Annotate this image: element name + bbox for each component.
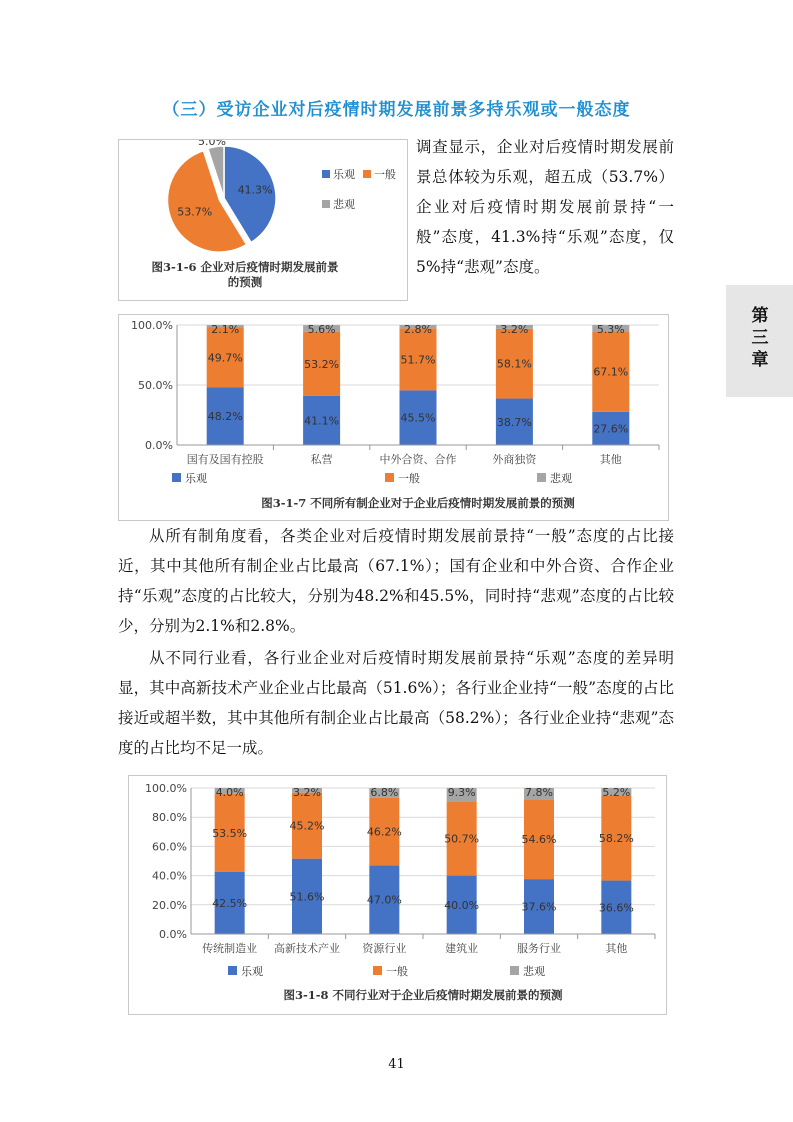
bar-data-label: 58.1% <box>496 357 532 371</box>
bar-data-label: 36.6% <box>598 901 634 915</box>
bar-data-label: 5.2% <box>602 786 631 799</box>
chapter-tab-label: 第三章 <box>751 306 769 370</box>
legend-label-pessimistic: 悲观 <box>523 965 545 978</box>
bar-data-label: 51.6% <box>289 890 325 904</box>
bar-data-label: 37.6% <box>521 900 557 914</box>
chart-title: 图3-1-8 不同行业对于企业后疫情时期发展前景的预测 <box>283 988 563 1002</box>
bar-data-label: 46.2% <box>366 825 402 839</box>
y-tick-label: 50.0% <box>138 379 173 392</box>
bar-data-label: 58.2% <box>598 832 634 846</box>
industry-chart-figure <box>128 775 667 1015</box>
bar-data-label: 50.7% <box>444 832 480 846</box>
industry-bar-chart <box>129 776 666 1014</box>
y-tick-label: 60.0% <box>152 840 187 854</box>
legend-label-neutral: 一般 <box>398 472 420 485</box>
legend-swatch-neutral <box>385 473 394 482</box>
y-tick-label: 20.0% <box>152 898 187 912</box>
x-tick-label: 国有及国有控股 <box>186 453 264 466</box>
legend-label-optimistic: 乐观 <box>241 965 263 978</box>
y-tick-label: 0.0% <box>159 928 187 941</box>
bar-data-label: 4.0% <box>215 786 244 799</box>
bar-data-label: 5.6% <box>307 323 336 337</box>
x-tick-label: 资源行业 <box>362 942 407 955</box>
legend-swatch-optimistic <box>228 966 237 975</box>
y-tick-label: 100.0% <box>131 319 173 332</box>
pie-chart <box>119 140 407 300</box>
bar-data-label: 7.8% <box>525 786 553 799</box>
pie-chart-title: 的预测 <box>227 275 263 289</box>
y-tick-label: 0.0% <box>145 439 173 452</box>
bar-data-label: 40.0% <box>444 898 480 912</box>
chart-title: 图3-1-7 不同所有制企业对于企业后疫情时期发展前景的预测 <box>261 496 575 510</box>
y-tick-label: 40.0% <box>152 869 187 883</box>
bar-data-label: 53.5% <box>212 826 248 840</box>
x-tick-label: 私营 <box>310 453 333 466</box>
y-tick-label: 100.0% <box>145 782 187 795</box>
bar-data-label: 2.8% <box>404 323 432 336</box>
legend-swatch-optimistic <box>172 473 181 482</box>
x-tick-label: 其他 <box>605 942 628 955</box>
legend-label-neutral: 一般 <box>386 965 408 978</box>
pie-chart-figure <box>118 139 408 301</box>
bar-data-label: 53.2% <box>304 357 340 371</box>
pie-chart-title: 图3-1-6 企业对后疫情时期发展前景 <box>151 260 339 274</box>
bar-data-label: 42.5% <box>212 896 248 910</box>
bar-data-label: 47.0% <box>366 893 402 907</box>
bar-data-label: 27.6% <box>593 422 629 436</box>
legend-label-optimistic: 乐观 <box>185 472 207 485</box>
legend-label-optimistic: 乐观 <box>333 168 355 181</box>
x-tick-label: 服务行业 <box>517 942 561 955</box>
paragraph-ownership: 从所有制角度看，各类企业对后疫情时期发展前景持“一般”态度的占比接近，其中其他所有制企业占比最高（67.1%）；国有企业和中外合资、合作企业持“乐观”态度的占比较大，分别为48.2%和45.5%，同时持“悲观”态度的占比较少，分别为2.1%和2.8%。 <box>118 527 674 635</box>
x-tick-label: 传统制造业 <box>202 942 258 955</box>
x-tick-label: 中外合资、合作 <box>379 453 457 466</box>
legend-swatch-pessimistic <box>537 473 546 482</box>
legend-label-pessimistic: 悲观 <box>550 472 572 485</box>
legend-swatch-neutral <box>363 170 371 178</box>
legend-swatch-neutral <box>373 966 382 975</box>
bar-data-label: 9.3% <box>447 786 476 799</box>
x-tick-label: 外商独资 <box>492 453 537 466</box>
pie-data-label: 5.0% <box>198 140 226 148</box>
legend-label-pessimistic: 悲观 <box>333 198 355 211</box>
bar-data-label: 41.1% <box>304 414 340 428</box>
bar-data-label: 3.2% <box>293 786 321 799</box>
pie-data-label: 41.3% <box>237 183 273 197</box>
chapter-tab <box>726 285 793 397</box>
legend-swatch-pessimistic <box>510 966 519 975</box>
x-tick-label: 其他 <box>599 453 622 466</box>
legend-label-neutral: 一般 <box>374 168 396 181</box>
bar-data-label: 45.2% <box>289 819 325 833</box>
side-paragraph: 调查显示，企业对后疫情时期发展前景总体较为乐观，超五成（53.7%）企业对后疫情时期发展前景持“一般”态度，41.3%持“乐观”态度，仅5%持“悲观”态度。 <box>416 138 674 276</box>
pie-data-label: 53.7% <box>177 205 213 219</box>
y-tick-label: 80.0% <box>152 811 187 825</box>
ownership-bar-chart <box>119 315 668 520</box>
legend-swatch-pessimistic <box>322 200 330 208</box>
bar-data-label: 3.2% <box>500 323 529 336</box>
bar-data-label: 38.7% <box>496 415 532 429</box>
section-heading: （三）受访企业对后疫情时期发展前景多持乐观或一般态度 <box>162 100 631 120</box>
page-number: 41 <box>388 1057 405 1072</box>
bar-data-label: 67.1% <box>593 365 629 379</box>
bar-data-label: 2.1% <box>211 323 240 336</box>
bar-data-label: 45.5% <box>400 411 436 425</box>
ownership-chart-figure <box>118 314 669 521</box>
bar-data-label: 48.2% <box>207 410 243 424</box>
bar-data-label: 6.8% <box>370 786 399 799</box>
bar-data-label: 51.7% <box>400 353 436 367</box>
bar-data-label: 49.7% <box>207 351 243 365</box>
x-tick-label: 高新技术产业 <box>274 942 340 955</box>
bar-data-label: 5.3% <box>596 323 625 336</box>
bar-data-label: 54.6% <box>521 833 557 847</box>
paragraph-industry: 从不同行业看，各行业企业对后疫情时期发展前景持“乐观”态度的差异明显，其中高新技术产业企业占比最高（51.6%）；各行业企业持“一般”态度的占比接近或超半数，其中其他所有制企业占比最高（58.2%）；各行业企业持“悲观”态度的占比均不足一成。 <box>118 649 674 757</box>
x-tick-label: 建筑业 <box>445 942 479 955</box>
legend-swatch-optimistic <box>322 170 330 178</box>
